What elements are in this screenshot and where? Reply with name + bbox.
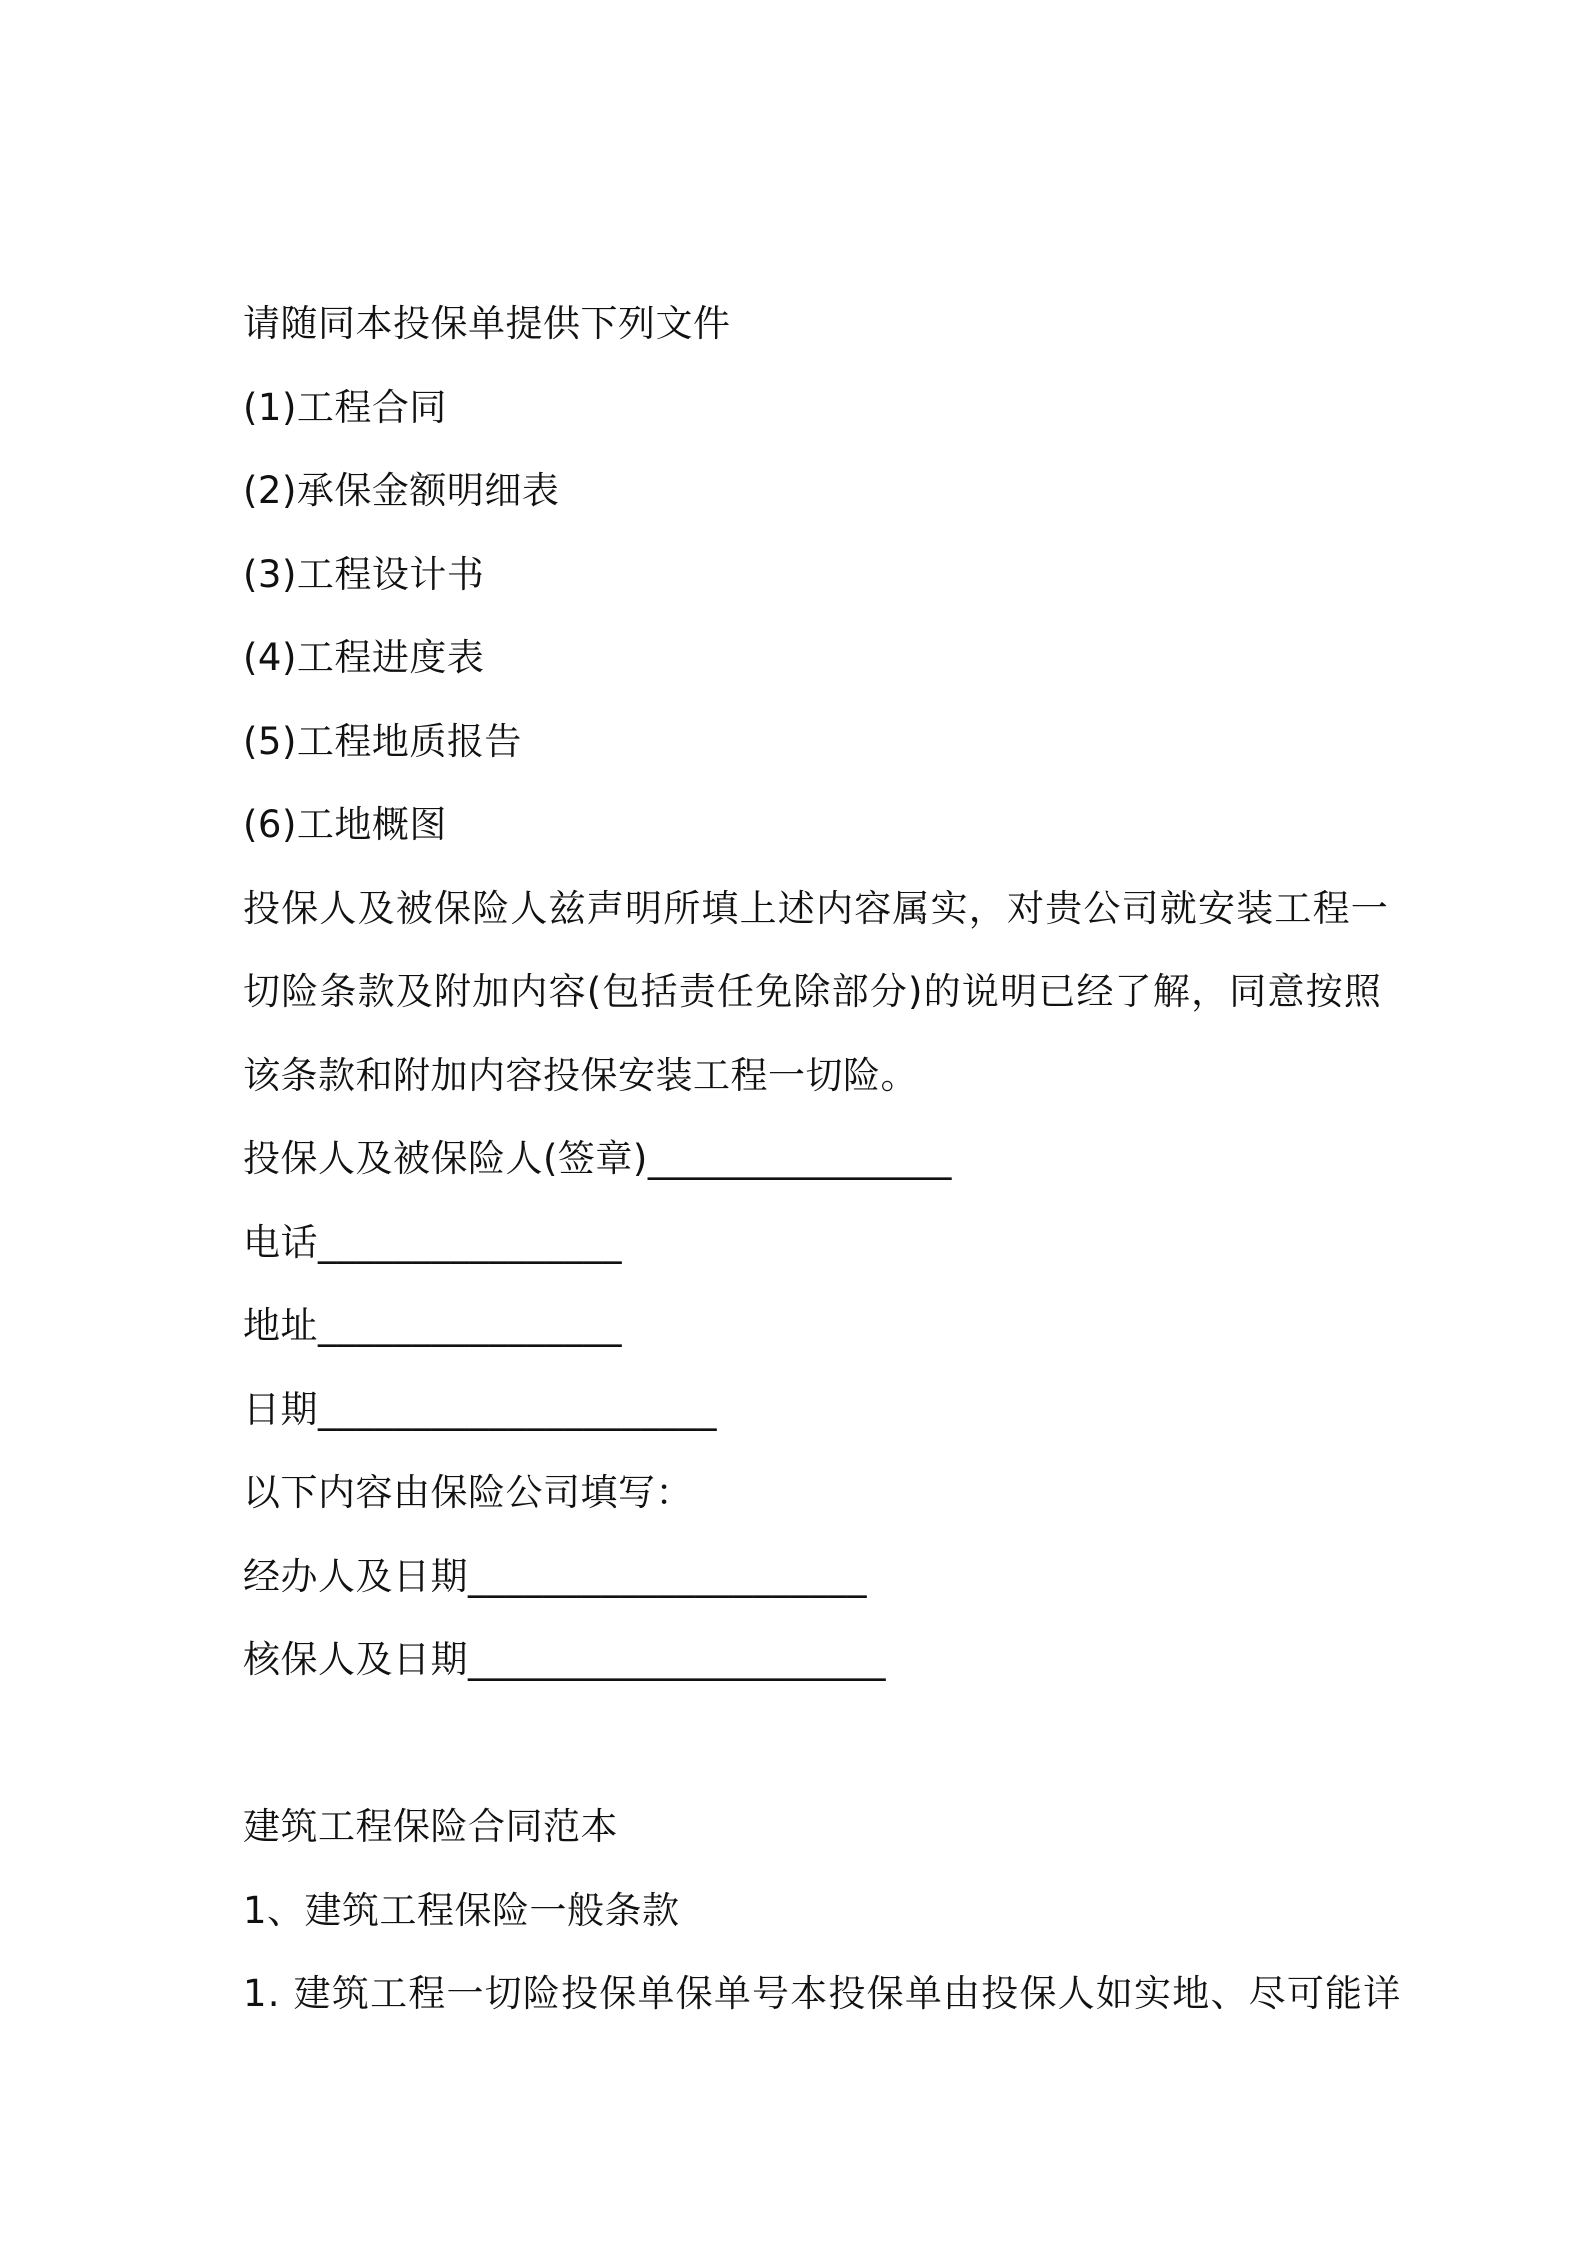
declaration-line-1: 投保人及被保险人兹声明所填上述内容属实，对贵公司就安装工程一 [243,886,1389,930]
attachment-item-sum-insured-schedule: (2)承保金额明细表 [243,469,560,512]
insurer-section-heading: 以下内容由保险公司填写： [243,1471,693,1514]
attachment-item-site-plan: (6)工地概图 [243,803,447,846]
contract-section-heading: 1、建筑工程保险一般条款 [243,1888,680,1932]
attachment-item-contract: (1)工程合同 [243,385,447,429]
handler-date-field: 经办人及日期_____________________ [243,1554,867,1598]
document-body [243,282,1402,2036]
contract-title: 建筑工程保险合同范本 [243,1805,618,1848]
underwriter-date-field: 核保人及日期______________________ [243,1638,886,1681]
attachment-item-progress-schedule: (4)工程进度表 [243,636,485,679]
address-field: 地址________________ [243,1304,622,1347]
attachment-intro: 请随同本投保单提供下列文件 [243,302,731,345]
signature-field: 投保人及被保险人(签章)________________ [243,1137,952,1180]
contract-clause-line-1: 1. 建筑工程一切险投保单保单号本投保单由投保人如实地、尽可能详 [243,1972,1402,2015]
attachment-item-design-document: (3)工程设计书 [243,552,485,596]
date-field: 日期_____________________ [243,1387,717,1431]
declaration-line-2: 切险条款及附加内容(包括责任免除部分)的说明已经了解，同意按照 [243,970,1383,1013]
section-gap [243,1702,1383,1786]
declaration-line-3: 该条款和附加内容投保安装工程一切险。 [243,1053,918,1097]
phone-field: 电话________________ [243,1220,622,1264]
attachment-item-geological-report: (5)工程地质报告 [243,719,522,763]
